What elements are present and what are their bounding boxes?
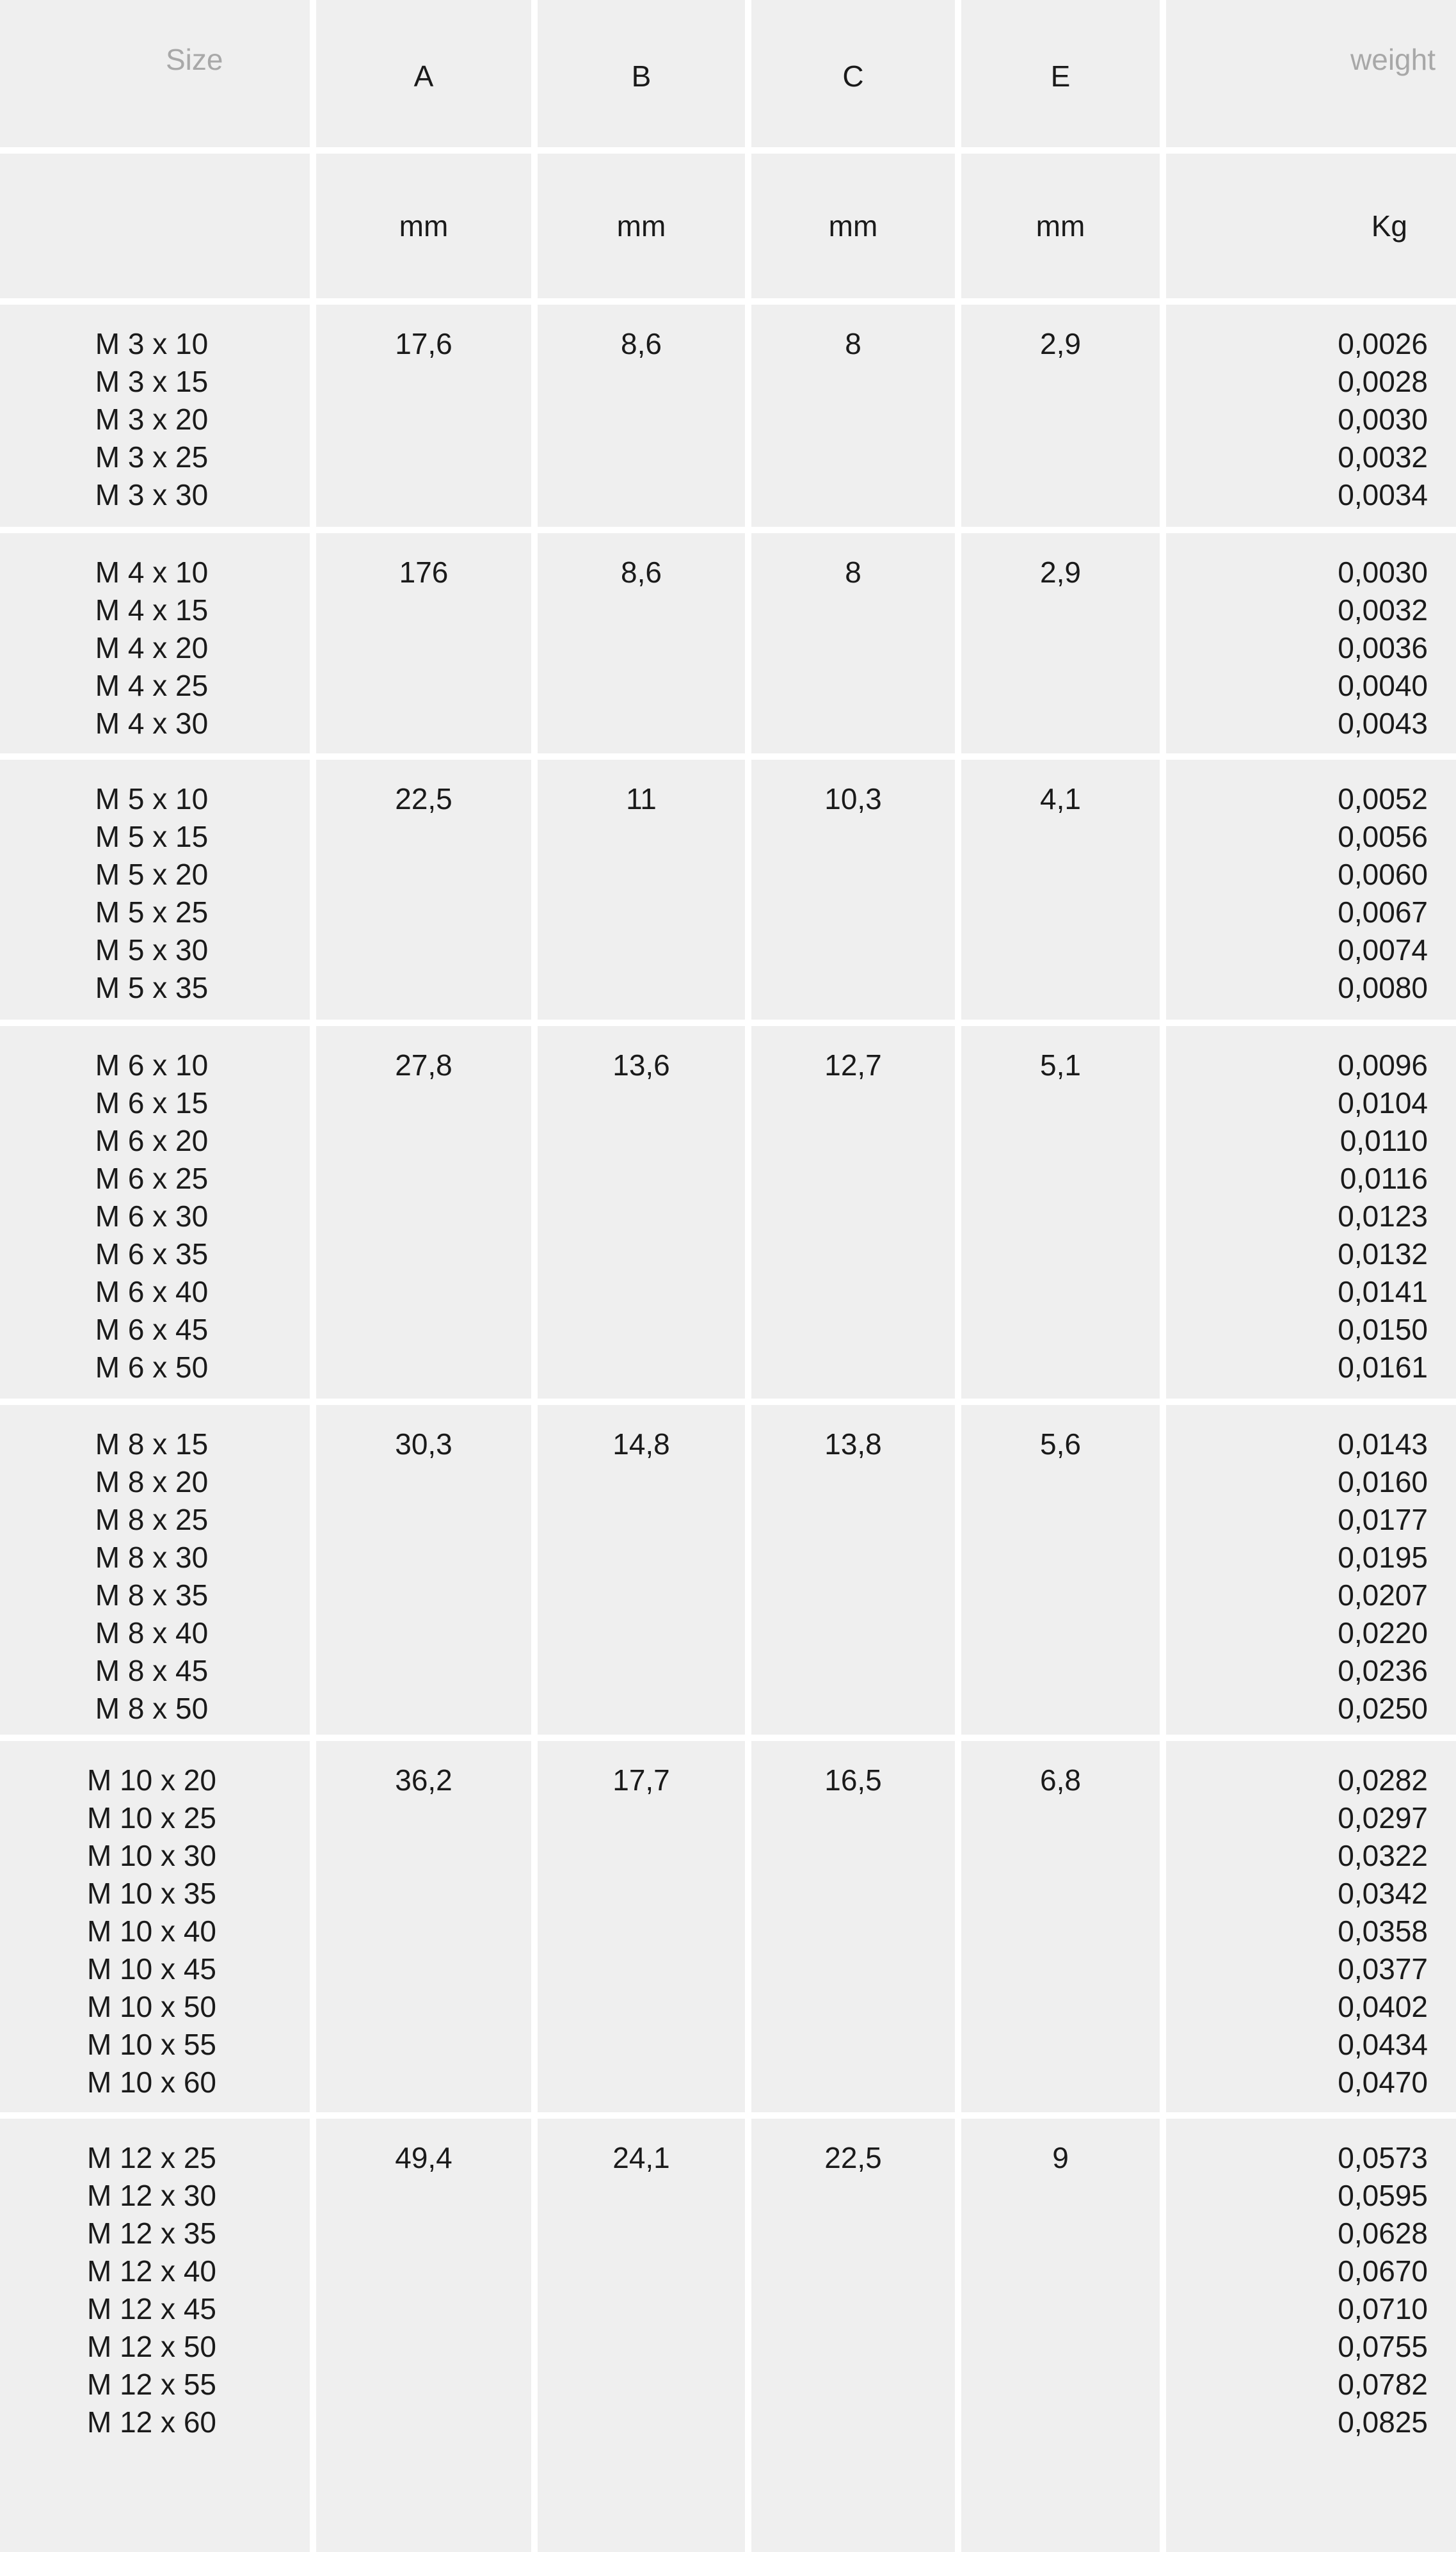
data-cell-a: [316, 1741, 531, 2112]
weight-list: [1338, 325, 1428, 514]
weight-value: 0,0573: [1338, 2141, 1428, 2174]
weight-value: 0,0123: [1338, 1200, 1428, 1233]
unit-label: mm: [1036, 209, 1085, 243]
weight-value: 0,0056: [1338, 820, 1428, 853]
size-value: M 6 x 15: [95, 1086, 209, 1120]
data-cell-size: [0, 760, 310, 1020]
size-value: M 5 x 30: [95, 933, 209, 967]
data-cell-size: [0, 533, 310, 753]
size-list: [0, 554, 303, 742]
weight-value: 0,0052: [1338, 782, 1428, 815]
dimension-a-value: 17,6: [395, 327, 452, 360]
size-list: [0, 1425, 303, 1728]
size-value: M 12 x 45: [87, 2292, 216, 2325]
size-value: M 10 x 55: [87, 2028, 216, 2061]
weight-value: 0,0236: [1338, 1654, 1428, 1687]
dimension-e-value: 5,6: [1040, 1427, 1081, 1461]
dimension-e-value: 9: [1052, 2141, 1069, 2174]
data-cell-weight: [1166, 533, 1456, 753]
unit-label: mm: [399, 209, 449, 243]
dimension-e-value: 6,8: [1040, 1763, 1081, 1797]
size-value: M 4 x 25: [95, 669, 209, 702]
unit-label: mm: [616, 209, 666, 243]
size-value: M 10 x 40: [87, 1914, 216, 1948]
dimension-b-value: 17,7: [612, 1763, 670, 1797]
unit-cell-weight: [1166, 154, 1456, 298]
size-value: M 6 x 45: [95, 1313, 209, 1346]
size-value: M 8 x 35: [95, 1578, 209, 1612]
weight-value: 0,0195: [1338, 1541, 1428, 1574]
size-list: [0, 325, 303, 514]
data-cell-b: [538, 1026, 745, 1399]
dimension-a-value: 36,2: [395, 1763, 452, 1797]
e-header: E: [1050, 60, 1071, 93]
data-cell-c: [751, 1741, 955, 2112]
data-cell-c: [751, 533, 955, 753]
dimension-b-value: 11: [626, 782, 657, 815]
dimension-e-value: 5,1: [1040, 1048, 1081, 1082]
data-cell-weight: [1166, 1405, 1456, 1735]
unit-cell-e: [961, 154, 1160, 298]
header-cell-a: [316, 0, 531, 147]
a-header: A: [413, 60, 434, 93]
dimension-b-value: 24,1: [612, 2141, 670, 2174]
data-cell-size: [0, 1405, 310, 1735]
weight-value: 0,0220: [1338, 1616, 1428, 1649]
size-value: M 6 x 50: [95, 1351, 209, 1384]
dimension-c-value: 10,3: [824, 782, 882, 815]
data-cell-weight: [1166, 2119, 1456, 2552]
size-value: M 4 x 20: [95, 631, 209, 664]
size-value: M 8 x 45: [95, 1654, 209, 1687]
weight-list: [1338, 554, 1428, 742]
size-value: M 8 x 40: [95, 1616, 209, 1649]
data-cell-weight: [1166, 1741, 1456, 2112]
data-cell-b: [538, 1405, 745, 1735]
weight-value: 0,0143: [1338, 1427, 1428, 1461]
data-cell-e: [961, 305, 1160, 527]
data-cell-e: [961, 1405, 1160, 1735]
data-cell-b: [538, 2119, 745, 2552]
weight-header: weight: [1350, 43, 1436, 76]
size-list: [0, 2139, 303, 2441]
dimension-c-value: 8: [845, 556, 861, 589]
weight-value: 0,0161: [1338, 1351, 1428, 1384]
weight-value: 0,0402: [1338, 1990, 1428, 2023]
weight-value: 0,0207: [1338, 1578, 1428, 1612]
size-value: M 4 x 15: [95, 593, 209, 627]
data-cell-a: [316, 2119, 531, 2552]
size-value: M 8 x 20: [95, 1465, 209, 1498]
data-cell-weight: [1166, 1026, 1456, 1399]
dimension-a-value: 27,8: [395, 1048, 452, 1082]
size-value: M 12 x 35: [87, 2217, 216, 2250]
data-cell-size: [0, 1026, 310, 1399]
weight-value: 0,0297: [1338, 1801, 1428, 1834]
data-cell-b: [538, 1741, 745, 2112]
data-cell-c: [751, 1026, 955, 1399]
dimension-c-value: 12,7: [824, 1048, 882, 1082]
data-cell-c: [751, 305, 955, 527]
dimension-c-value: 16,5: [824, 1763, 882, 1797]
dimension-b-value: 14,8: [612, 1427, 670, 1461]
data-cell-e: [961, 1026, 1160, 1399]
weight-value: 0,0141: [1338, 1275, 1428, 1308]
weight-value: 0,0074: [1338, 933, 1428, 967]
weight-value: 0,0160: [1338, 1465, 1428, 1498]
weight-list: [1338, 1425, 1428, 1728]
weight-value: 0,0250: [1338, 1692, 1428, 1725]
data-cell-c: [751, 760, 955, 1020]
dimension-c-value: 8: [845, 327, 861, 360]
weight-value: 0,0825: [1338, 2405, 1428, 2439]
weight-value: 0,0358: [1338, 1914, 1428, 1948]
weight-value: 0,0034: [1338, 478, 1428, 511]
dimension-e-value: 4,1: [1040, 782, 1081, 815]
weight-value: 0,0026: [1338, 327, 1428, 360]
size-value: M 12 x 30: [87, 2179, 216, 2212]
weight-value: 0,0040: [1338, 669, 1428, 702]
dimension-b-value: 8,6: [621, 556, 662, 589]
unit-cell-c: [751, 154, 955, 298]
weight-value: 0,0032: [1338, 593, 1428, 627]
size-value: M 5 x 25: [95, 895, 209, 929]
size-value: M 5 x 20: [95, 858, 209, 891]
size-value: M 10 x 60: [87, 2066, 216, 2099]
size-list: [0, 780, 303, 1007]
weight-value: 0,0096: [1338, 1048, 1428, 1082]
size-list: [0, 1047, 303, 1386]
data-cell-c: [751, 1405, 955, 1735]
size-value: M 6 x 30: [95, 1200, 209, 1233]
size-value: M 8 x 15: [95, 1427, 209, 1461]
weight-value: 0,0628: [1338, 2217, 1428, 2250]
weight-value: 0,0710: [1338, 2292, 1428, 2325]
dimension-c-value: 22,5: [824, 2141, 882, 2174]
unit-cell-size: [0, 154, 310, 298]
weight-value: 0,0036: [1338, 631, 1428, 664]
dimension-c-value: 13,8: [824, 1427, 882, 1461]
size-value: M 10 x 35: [87, 1877, 216, 1910]
data-cell-e: [961, 2119, 1160, 2552]
dimension-b-value: 8,6: [621, 327, 662, 360]
size-value: M 6 x 35: [95, 1237, 209, 1271]
size-value: M 6 x 10: [95, 1048, 209, 1082]
size-value: M 12 x 50: [87, 2330, 216, 2363]
data-cell-b: [538, 533, 745, 753]
size-value: M 3 x 25: [95, 440, 209, 474]
data-cell-size: [0, 1741, 310, 2112]
size-value: M 12 x 55: [87, 2368, 216, 2401]
weight-value: 0,0030: [1338, 556, 1428, 589]
size-value: M 6 x 25: [95, 1162, 209, 1195]
weight-value: 0,0028: [1338, 365, 1428, 398]
weight-value: 0,0755: [1338, 2330, 1428, 2363]
weight-value: 0,0110: [1340, 1124, 1428, 1157]
size-value: M 5 x 15: [95, 820, 209, 853]
header-cell-c: [751, 0, 955, 147]
weight-value: 0,0377: [1338, 1952, 1428, 1986]
data-cell-b: [538, 760, 745, 1020]
dimension-a-value: 22,5: [395, 782, 452, 815]
data-cell-e: [961, 1741, 1160, 2112]
header-cell-weight: [1166, 0, 1456, 147]
data-cell-size: [0, 305, 310, 527]
dimension-e-value: 2,9: [1040, 327, 1081, 360]
size-value: M 6 x 20: [95, 1124, 209, 1157]
size-value: M 3 x 30: [95, 478, 209, 511]
weight-value: 0,0595: [1338, 2179, 1428, 2212]
weight-value: 0,0670: [1338, 2254, 1428, 2288]
size-header: Size: [166, 43, 223, 76]
b-header: B: [631, 60, 652, 93]
weight-value: 0,0782: [1338, 2368, 1428, 2401]
dimension-a-value: 30,3: [395, 1427, 452, 1461]
weight-value: 0,0132: [1338, 1237, 1428, 1271]
dimension-b-value: 13,6: [612, 1048, 670, 1082]
weight-value: 0,0032: [1338, 440, 1428, 474]
size-value: M 6 x 40: [95, 1275, 209, 1308]
weight-value: 0,0322: [1338, 1839, 1428, 1872]
size-value: M 10 x 45: [87, 1952, 216, 1986]
size-value: M 5 x 10: [95, 782, 209, 815]
unit-cell-b: [538, 154, 745, 298]
data-cell-a: [316, 533, 531, 753]
size-value: M 8 x 50: [95, 1692, 209, 1725]
data-cell-a: [316, 760, 531, 1020]
data-cell-c: [751, 2119, 955, 2552]
weight-list: [1338, 2139, 1428, 2441]
size-value: M 3 x 20: [95, 403, 209, 436]
weight-list: [1338, 1047, 1428, 1386]
size-value: M 10 x 20: [87, 1763, 216, 1797]
weight-value: 0,0060: [1338, 858, 1428, 891]
data-cell-size: [0, 2119, 310, 2552]
size-value: M 8 x 25: [95, 1503, 209, 1536]
weight-value: 0,0342: [1338, 1877, 1428, 1910]
size-value: M 10 x 50: [87, 1990, 216, 2023]
weight-list: [1338, 1762, 1428, 2101]
header-cell-size: [0, 0, 310, 147]
dimension-a-value: 176: [399, 556, 449, 589]
weight-value: 0,0150: [1338, 1313, 1428, 1346]
dimension-e-value: 2,9: [1040, 556, 1081, 589]
size-value: M 3 x 10: [95, 327, 209, 360]
data-cell-weight: [1166, 760, 1456, 1020]
c-header: C: [842, 60, 864, 93]
data-cell-a: [316, 305, 531, 527]
size-value: M 12 x 60: [87, 2405, 216, 2439]
data-cell-e: [961, 533, 1160, 753]
weight-value: 0,0282: [1338, 1763, 1428, 1797]
size-list: [0, 1762, 303, 2101]
data-cell-weight: [1166, 305, 1456, 527]
header-cell-e: [961, 0, 1160, 147]
weight-value: 0,0470: [1338, 2066, 1428, 2099]
weight-value: 0,0434: [1338, 2028, 1428, 2061]
unit-label: Kg: [1371, 209, 1407, 243]
size-value: M 12 x 25: [87, 2141, 216, 2174]
weight-value: 0,0080: [1338, 971, 1428, 1004]
weight-value: 0,0177: [1338, 1503, 1428, 1536]
size-value: M 10 x 25: [87, 1801, 216, 1834]
unit-label: mm: [828, 209, 878, 243]
size-value: M 4 x 30: [95, 707, 209, 740]
weight-list: [1338, 780, 1428, 1007]
size-value: M 8 x 30: [95, 1541, 209, 1574]
size-value: M 3 x 15: [95, 365, 209, 398]
data-cell-a: [316, 1405, 531, 1735]
size-value: M 12 x 40: [87, 2254, 216, 2288]
size-value: M 5 x 35: [95, 971, 209, 1004]
weight-value: 0,0030: [1338, 403, 1428, 436]
weight-value: 0,0043: [1338, 707, 1428, 740]
unit-cell-a: [316, 154, 531, 298]
data-cell-b: [538, 305, 745, 527]
size-value: M 10 x 30: [87, 1839, 216, 1872]
weight-value: 0,0116: [1340, 1162, 1428, 1195]
header-cell-b: [538, 0, 745, 147]
size-value: M 4 x 10: [95, 556, 209, 589]
dimension-a-value: 49,4: [395, 2141, 452, 2174]
weight-value: 0,0104: [1338, 1086, 1428, 1120]
data-cell-a: [316, 1026, 531, 1399]
data-cell-e: [961, 760, 1160, 1020]
weight-value: 0,0067: [1338, 895, 1428, 929]
